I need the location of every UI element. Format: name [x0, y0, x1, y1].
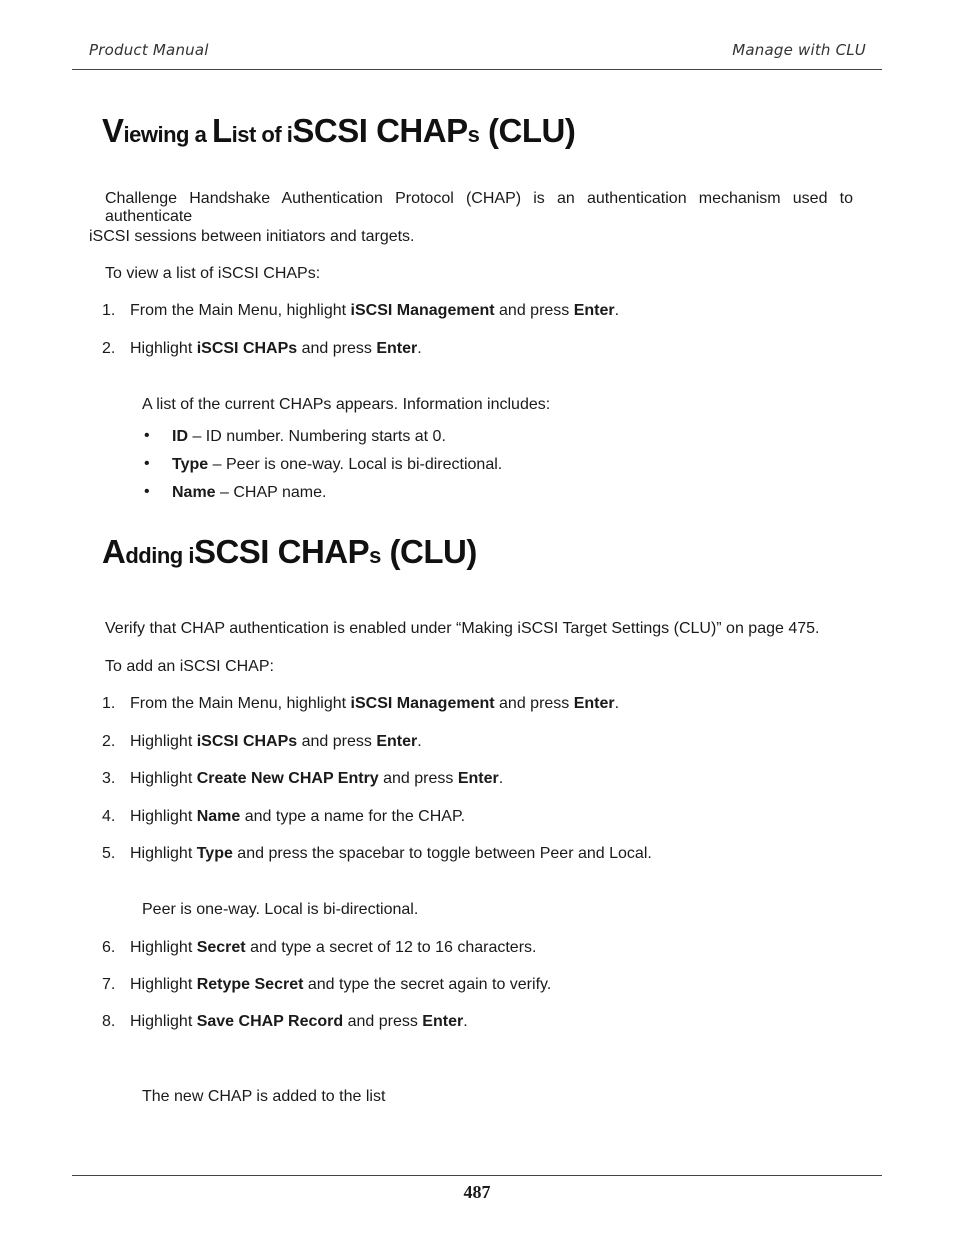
- header-rule: [72, 69, 882, 70]
- step-text: Highlight Create New CHAP Entry and press Enter.: [130, 770, 504, 787]
- type-note-text: Peer is one-way. Local is bi-directional.: [142, 901, 419, 918]
- step-text: From the Main Menu, highlight iSCSI Management and press Enter.: [130, 695, 620, 712]
- heading-adding-chaps: [102, 533, 477, 571]
- page-number: 487: [463, 1182, 491, 1202]
- bullet-text: ID – ID number. Numbering starts at 0.: [172, 428, 446, 445]
- header-section-title: Manage with CLU: [732, 41, 866, 59]
- step-text: Highlight Save CHAP Record and press Enter.: [130, 1013, 468, 1030]
- bullet-text: Name – CHAP name.: [172, 484, 327, 501]
- step-number: 1.: [102, 695, 116, 712]
- step-number: 1.: [102, 302, 116, 319]
- step-number: 6.: [102, 939, 116, 956]
- add-result-text: The new CHAP is added to the list: [142, 1088, 386, 1105]
- heading-part: s: [467, 122, 480, 147]
- view-result-text: A list of the current CHAPs appears. Information includes:: [142, 396, 551, 413]
- heading-part: s: [369, 543, 381, 568]
- step-number: 2.: [102, 340, 116, 357]
- step-text: Highlight Type and press the spacebar to toggle between Peer and Local.: [130, 845, 652, 862]
- step-number: 4.: [102, 808, 116, 825]
- view-lead-text: To view a list of iSCSI CHAPs:: [105, 265, 321, 282]
- heading-part: iewing a: [123, 122, 212, 147]
- heading-part: V: [102, 112, 124, 149]
- bullet-text: Type – Peer is one-way. Local is bi-directional.: [172, 456, 503, 473]
- bullet-dot: •: [144, 483, 150, 500]
- heading-part: ist of i: [231, 122, 293, 147]
- bullet-dot: •: [144, 455, 150, 472]
- step-text: From the Main Menu, highlight iSCSI Management and press Enter.: [130, 302, 620, 319]
- bullet-dot: •: [144, 427, 150, 444]
- step-text: Highlight Retype Secret and type the secret again to verify.: [130, 976, 552, 993]
- heading-part: L: [211, 112, 232, 149]
- header-manual-title: Product Manual: [89, 41, 209, 59]
- heading-viewing-chaps: [102, 112, 575, 150]
- heading-part: SCSI CHAP: [193, 533, 370, 570]
- heading-part: A: [102, 533, 126, 570]
- footer-rule: [72, 1175, 882, 1176]
- step-number: 3.: [102, 770, 116, 787]
- step-text: Highlight Name and type a name for the CHAP.: [130, 808, 466, 825]
- heading-part: (CLU): [479, 112, 576, 149]
- step-number: 2.: [102, 733, 116, 750]
- intro-paragraph-line1: Challenge Handshake Authentication Protocol (CHAP) is an authentication mechanism used to authenticate: [105, 190, 853, 225]
- heading-part: SCSI CHAP: [292, 112, 468, 149]
- step-text: Highlight Secret and type a secret of 12 to 16 characters.: [130, 939, 537, 956]
- verify-text: Verify that CHAP authentication is enabled under “Making iSCSI Target Settings (CLU)” on page 475.: [105, 620, 820, 637]
- step-number: 5.: [102, 845, 116, 862]
- intro-paragraph-line2: iSCSI sessions between initiators and targets.: [89, 228, 415, 245]
- step-number: 7.: [102, 976, 116, 993]
- heading-part: (CLU): [380, 533, 477, 570]
- step-number: 8.: [102, 1013, 116, 1030]
- step-text: Highlight iSCSI CHAPs and press Enter.: [130, 733, 422, 750]
- heading-part: dding i: [125, 543, 194, 568]
- step-text: Highlight iSCSI CHAPs and press Enter.: [130, 340, 422, 357]
- add-lead-text: To add an iSCSI CHAP:: [105, 658, 274, 675]
